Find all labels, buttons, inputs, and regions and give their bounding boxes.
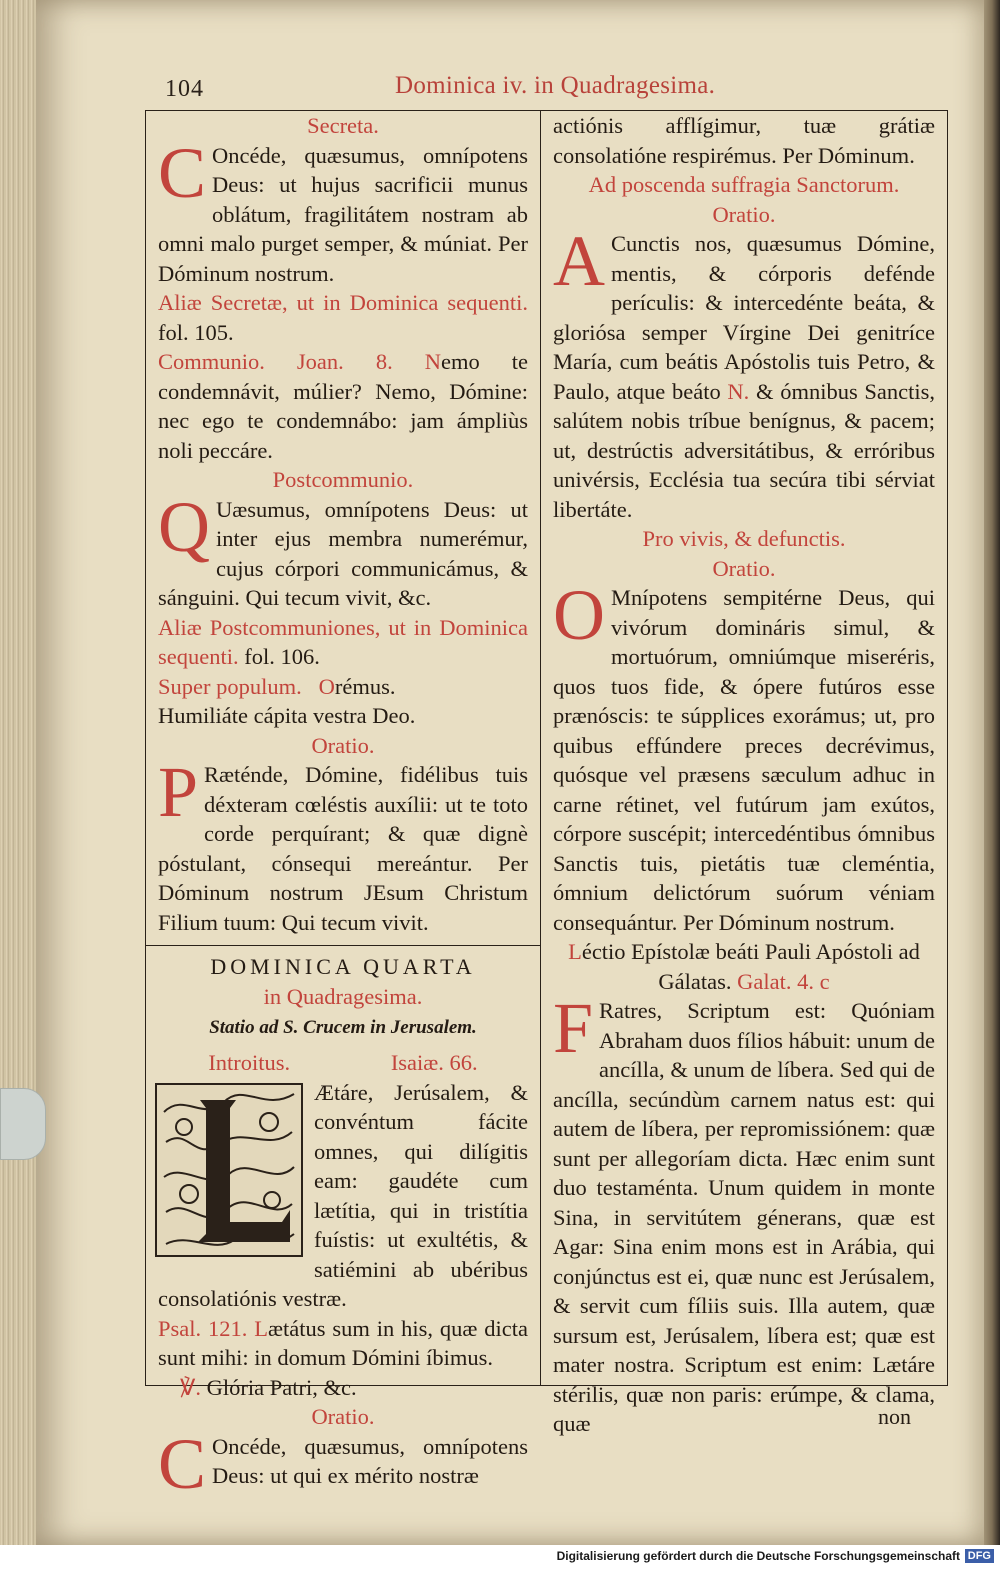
fratres-text: Ratres, Scriptum est: Quóniam Abraham duos fílios hábuit: unum de ancílla, & unum de líbera. Sed qui de ancílla, secúndùm carnem natus est: qui autem de líbera, per repromissiónem: quæ sunt per allegoríam dicta. Hæc enim sunt duo testaménta. Unum quidem in monte Sina, in servitútem génerans, quæ est Agar: Sina enim mons est in Arábia, qui conjúnctus est ei, quæ nunc est Jerúsalem, & servit cum fíliis suis. Illa autem, quæ sursum est, Jerúsalem, líbera est; quæ est mater nostra. Scriptum est enim: Lætáre stérilis, quæ non paris: erúmpe, & clama, quæ	[553, 998, 935, 1436]
postcommunio-text: Uæsumus, omnípotens Deus: ut inter ejus membra numerémur, cujus córpori communicámus, & sánguini. Qui tecum vivit, &c.	[158, 496, 528, 610]
ornamental-initial-graphic	[154, 1082, 304, 1258]
oratio-dropcap: P	[158, 752, 199, 832]
aliae-secretae: Aliæ Secretæ, ut in Dominica sequenti.	[158, 290, 528, 315]
lectio-initial: L	[568, 939, 582, 964]
pro-vivis-text: Mnípotens sempitérne Deus, qui vivórum domináris simul, & mortuórum, omniúmque miseréris, quos tuos fide, & ópere futúros esse prænóscis: te súpplices exorámus; ut, pro quibus effúndere preces decrévimus, quósque vel præsens sæculum adhuc in carne rétinet, vel futúrum jam exútos, córpore suscépit; intercedéntibus ómnibus Sanctis tuis, pietátis tuæ cleméntia, ómnium delictórum suórum véniam consequántur. Per Dóminum nostrum.	[553, 585, 935, 935]
oratio2-heading: Oratio.	[311, 1404, 375, 1429]
pro-vivis-oratio-heading: Oratio.	[712, 555, 776, 581]
aliae-postcommuniones-fol: fol. 106.	[244, 644, 320, 669]
gloria-text: Glória Patri, &c.	[206, 1374, 357, 1400]
ornamental-initial	[154, 1082, 304, 1258]
page-edges	[0, 0, 36, 1545]
aliae-postcommuniones: Aliæ Postcommuniones, ut in Dominica sequenti.	[158, 614, 528, 669]
suffragia-n: N.	[727, 378, 750, 404]
page-number: 104	[165, 76, 204, 102]
postcommunio-heading: Postcommunio.	[272, 467, 414, 492]
lectio-ref: Galat. 4. c	[737, 968, 830, 994]
suffragia-heading: Ad poscenda suffragia Sanctorum.	[588, 172, 900, 197]
bookmark-tab	[0, 1088, 46, 1160]
section-divider	[146, 945, 540, 946]
oratio2-dropcap: C	[158, 1423, 207, 1504]
oremus: rémus.	[334, 673, 396, 699]
dfg-logo: DFG	[965, 1549, 994, 1563]
super-populum-line	[158, 672, 528, 702]
oratio-text: Ræténde, Dómine, fidélibus tuis déxteram cœléstis auxílii: ut te toto corde perquírant; & quæ dignè póstulant, cónsequi mereántur. Per Dóminum nostrum JEsum Christum Filium tuum: Qui tecum vivit.	[158, 762, 528, 935]
running-title: Dominica iv. in Quadragesima.	[395, 72, 716, 99]
catchword: non	[878, 1404, 911, 1429]
postcommunio-paragraph	[158, 486, 528, 613]
sunday-title: DOMINICA QUARTA	[210, 954, 476, 979]
communio-text: emo te condemnávit, múlier? Nemo, Dómine: nec ego te condemnábo: jam ámpliùs noli peccáre.	[158, 349, 528, 463]
introitus-paragraph	[158, 1078, 528, 1314]
introitus-row	[158, 1048, 528, 1078]
psalm-paragraph	[158, 1314, 528, 1373]
aliae-secretae-fol: fol. 105.	[158, 319, 234, 345]
humiliate-line: Humiliáte cápita vestra Deo.	[158, 703, 416, 728]
lectio-text: éctio Epístolæ beáti Pauli Apóstoli ad Gálatas.	[581, 939, 920, 994]
oratio-heading: Oratio.	[311, 732, 375, 758]
pro-vivis-paragraph	[553, 575, 935, 937]
introitus-label: Introitus.	[208, 1050, 291, 1075]
aliae-postcommuniones-line	[158, 613, 528, 672]
postcommunio-dropcap: Q	[158, 486, 210, 567]
oratio-paragraph	[158, 752, 528, 937]
continuation-text: actiónis afflígimur, tuæ grátiæ consolatióne respirémus. Per Dóminum.	[553, 113, 935, 168]
oratio2-paragraph	[158, 1423, 528, 1504]
aliae-secretae-line	[158, 288, 528, 347]
secreta-paragraph	[158, 132, 528, 289]
secreta-heading: Secreta.	[307, 113, 379, 138]
footer-credit: Digitalisierung gefördert durch die Deutsche Forschungsgemeinschaft	[556, 1549, 960, 1563]
left-column	[145, 110, 541, 1504]
suffragia-dropcap: A	[553, 221, 605, 301]
super-populum: Super populum.	[158, 673, 302, 699]
statio-line: Statio ad S. Crucem in Jerusalem.	[209, 1017, 477, 1038]
communio-initial: N	[424, 349, 441, 374]
psalm-initial: L	[254, 1315, 269, 1341]
pro-vivis-heading: Pro vivis, & defunctis.	[642, 526, 846, 551]
lectio-line	[553, 937, 935, 996]
secreta-text: Oncéde, quæsumus, omnípotens Deus: ut hujus sacrificii munus oblátum, fragilitátem nostram ab omni malo purget semper, & múniat. Per Dóminum nostrum.	[158, 142, 528, 286]
suffragia-paragraph	[553, 221, 936, 524]
pro-vivis-dropcap: O	[553, 575, 605, 655]
suffragia-text-b: & ómnibus Sanctis, salútem nobis tríbue benígnus, & pacem; ut, destrúctis adversitátibus, & erróribus univérsis, Ecclésia tua secúra tibi sérviat libertáte.	[553, 378, 936, 522]
introitus-ref: Isaiæ. 66.	[390, 1050, 478, 1075]
oratio2-text: Oncéde, quæsumus, omnípotens Deus: ut qui ex mérito nostræ	[212, 1433, 528, 1488]
sunday-subtitle: in Quadragesima.	[263, 984, 423, 1009]
footer-bar	[0, 1545, 1000, 1569]
psalm-ref: Psal. 121.	[158, 1315, 248, 1341]
introitus-text: Ætáre, Jerúsalem, & convéntum fácite omnes, qui dilígitis eam: gaudéte cum lætítia, qui in tristítia fuístis: ut exultétis, & satiémini ab ubéribus consolatiónis vestræ.	[158, 1079, 528, 1311]
fratres-dropcap: F	[553, 988, 594, 1068]
suffragia-text-a: Cunctis nos, quæsumus Dómine, mentis, & córporis defénde perículis: & intercedénte beáta, & gloriósa semper Vírgine Dei genitríce María, cum beátis Apóstolis tuis Petro, & Paulo, atque beáto	[553, 231, 935, 404]
communio-paragraph	[158, 347, 528, 465]
oremus-initial: O	[318, 673, 335, 699]
suffragia-oratio-heading: Oratio.	[712, 201, 776, 227]
psalm-text: ætátus sum in his, quæ dicta sunt mihi: in domum Dómini íbimus.	[158, 1315, 528, 1370]
versicle-symbol: ℣.	[180, 1374, 202, 1400]
secreta-dropcap: C	[158, 132, 207, 213]
page-header	[0, 70, 1000, 106]
gloria-line	[158, 1373, 528, 1403]
communio-ref: Communio. Joan. 8.	[158, 349, 393, 374]
right-column	[540, 110, 948, 1436]
fratres-paragraph	[553, 988, 935, 1439]
